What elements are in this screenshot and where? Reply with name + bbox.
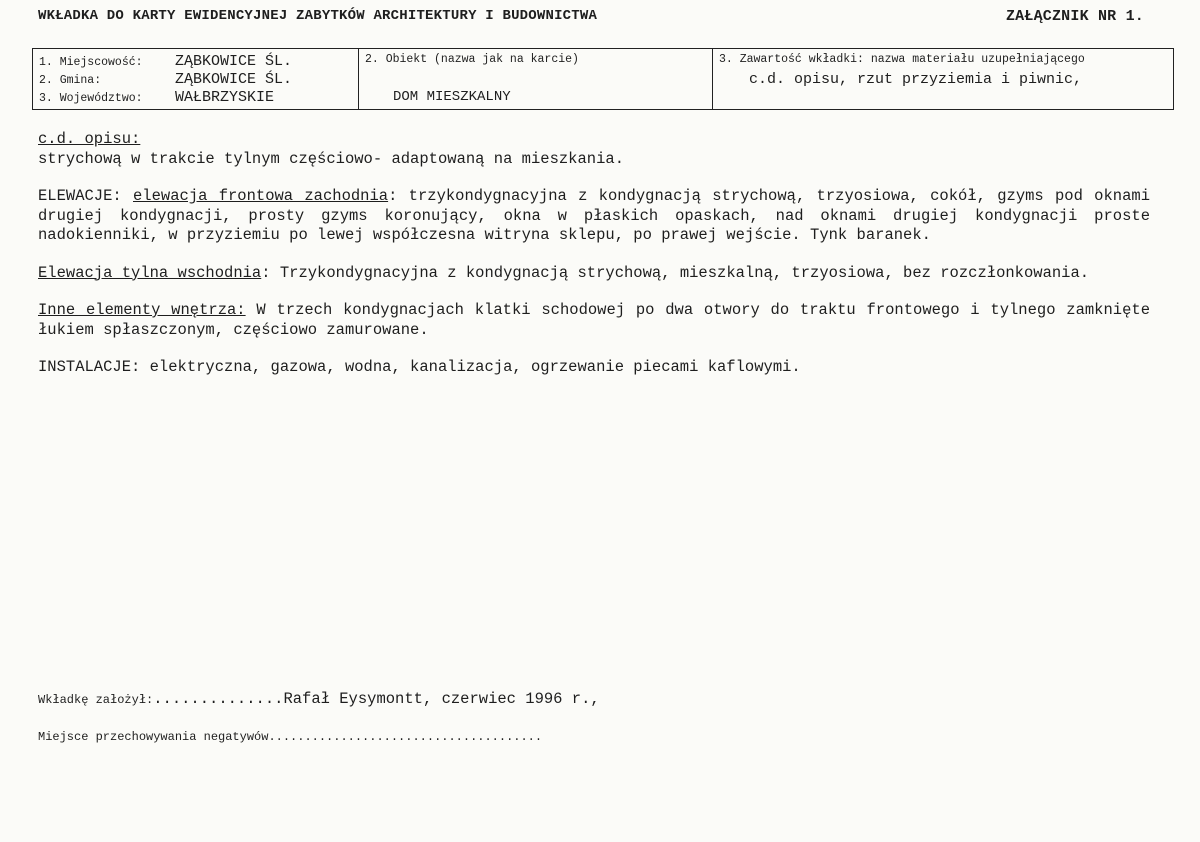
installations-text: INSTALACJE: elektryczna, gazowa, wodna, kanalizacja, ogrzewanie piecami kaflowymi. bbox=[38, 358, 801, 376]
object-value: DOM MIESZKALNY bbox=[393, 89, 511, 105]
continued-description bbox=[38, 130, 1150, 169]
locality-value: ZĄBKOWICE ŚL. bbox=[175, 53, 293, 70]
description-body bbox=[38, 130, 1150, 396]
elevations-paragraph bbox=[38, 187, 1150, 246]
founder-line bbox=[38, 690, 600, 708]
negatives-storage-line: Miejsce przechowywania negatywów...................................... bbox=[38, 730, 543, 744]
document-title: WKŁADKA DO KARTY EWIDENCYJNEJ ZABYTKÓW ARCHITEKTURY I BUDOWNICTWA bbox=[38, 8, 598, 24]
voivodeship-row bbox=[39, 89, 358, 107]
rear-elevation-paragraph bbox=[38, 264, 1150, 284]
annex-number: ZAŁĄCZNIK NR 1. bbox=[1005, 8, 1144, 25]
object-label: 2. Obiekt (nazwa jak na karcie) bbox=[365, 53, 579, 66]
rear-elevation-heading: Elewacja tylna wschodnia bbox=[38, 263, 262, 282]
locality-row bbox=[39, 53, 358, 71]
rear-elevation-text: : Trzykondygnacyjna z kondygnacją strychową, mieszkalną, trzyosiowa, bez rozczłonkowania. bbox=[261, 263, 1090, 282]
object-cell bbox=[359, 49, 713, 109]
location-cell bbox=[33, 49, 359, 109]
continued-description-text: strychową w trakcie tylnym częściowo- adaptowaną na mieszkania. bbox=[38, 149, 624, 168]
elevations-prefix: ELEWACJE: bbox=[38, 187, 133, 205]
contents-label: 3. Zawartość wkładki: nazwa materiału uzupełniającego bbox=[719, 53, 1085, 66]
voivodeship-label: 3. Województwo: bbox=[39, 92, 143, 105]
contents-cell bbox=[713, 49, 1173, 109]
commune-row bbox=[39, 71, 358, 89]
founder-value: ..............Rafał Eysymontt, czerwiec 1996 r., bbox=[153, 690, 600, 708]
front-elevation-heading: elewacja frontowa zachodnia bbox=[133, 187, 389, 205]
identification-box bbox=[32, 48, 1174, 110]
front-elevation-text: : trzykondygnacyjna z kondygnacją strychową, trzyosiowa, cokół, gzyms pod oknami drugiej kondygnacji, prosty gzyms koronujący, okna w płaskich opaskach, nad oknami drugiej kondygnacji proste nadokienniki, w przyziemiu po lewej współczesna witryna sklepu, po prawej wejście. Tynk baranek. bbox=[38, 187, 1150, 244]
commune-value: ZĄBKOWICE ŚL. bbox=[175, 71, 293, 88]
founder-label: Wkładkę założył: bbox=[38, 693, 154, 707]
voivodeship-value: WAŁBRZYSKIE bbox=[175, 89, 275, 106]
interior-paragraph bbox=[38, 301, 1150, 340]
continued-description-heading: c.d. opisu: bbox=[38, 130, 141, 148]
interior-text: W trzech kondygnacjach klatki schodowej po dwa otwory do traktu frontowego i tylnego zamknięte łukiem spłaszczonym, częściowo zamurowane. bbox=[38, 301, 1150, 339]
installations-paragraph bbox=[38, 358, 1150, 378]
contents-value: c.d. opisu, rzut przyziemia i piwnic, bbox=[749, 71, 1083, 88]
commune-label: 2. Gmina: bbox=[39, 74, 102, 87]
locality-label: 1. Miejscowość: bbox=[39, 56, 143, 69]
interior-heading: Inne elementy wnętrza: bbox=[38, 301, 246, 319]
